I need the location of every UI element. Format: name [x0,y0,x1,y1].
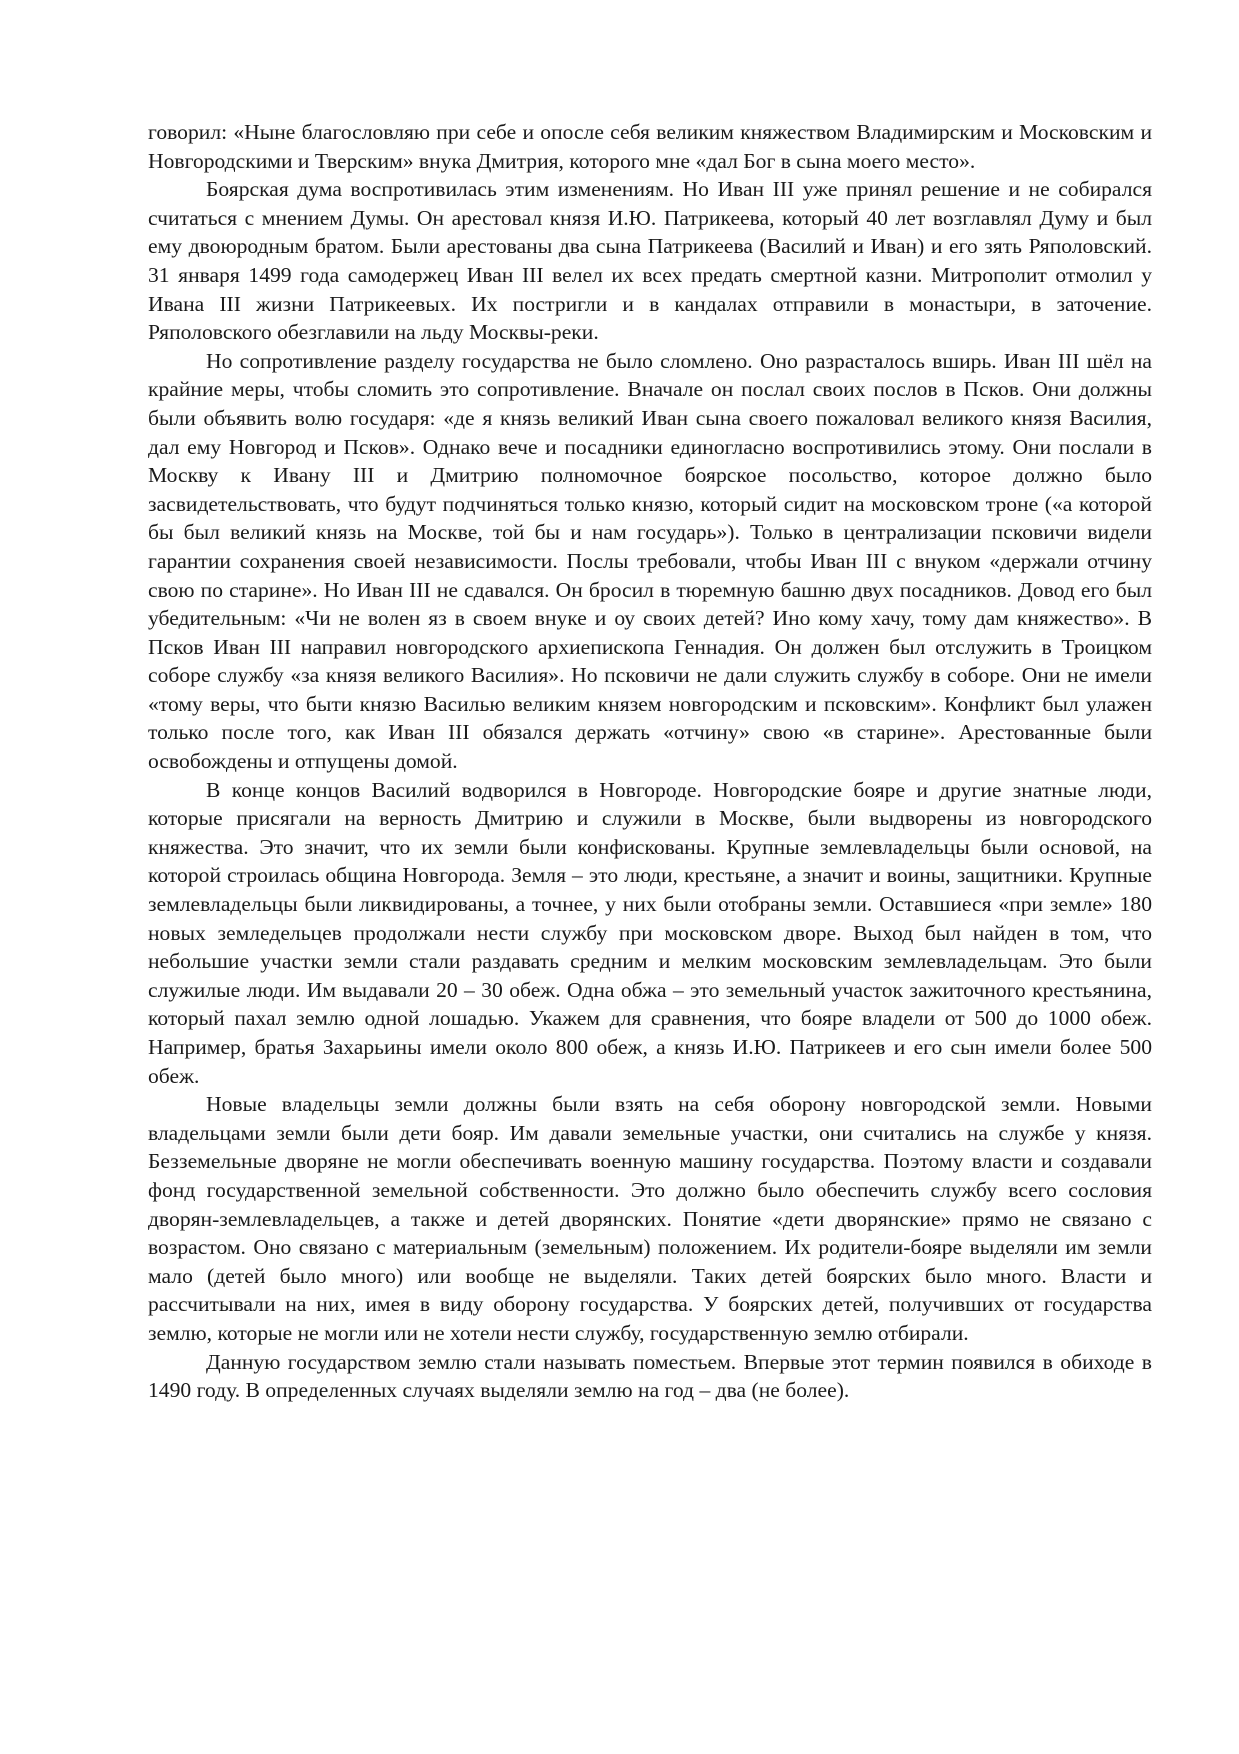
paragraph: В конце концов Василий водворился в Новгороде. Новгородские бояре и другие знатные люди, которые присягали на верность Дмитрию и служили в Москве, были выдворены из новгородского княжества. Это значит, что их земли были конфискованы. Крупные землевладельцы были основой, на которой строилась община Новгорода. Земля – это люди, крестьяне, а значит и воины, защитники. Крупные землевладельцы были ликвидированы, а точнее, у них были отобраны земли. Оставшиеся «при земле» 180 новых земледельцев продолжали нести службу при московском дворе. Выход был найден в том, что небольшие участки земли стали раздавать средним и мелким московским землевладельцам. Это были служилые люди. Им выдавали 20 – 30 обеж. Одна обжа – это земельный участок зажиточного крестьянина, который пахал землю одной лошадью. Укажем для сравнения, что бояре владели от 500 до 1000 обеж. Например, братья Захарьины имели около 800 обеж, а князь И.Ю. Патрикеев и его сын имели более 500 обеж. [148,777,1152,1088]
paragraph: Но сопротивление разделу государства не было сломлено. Оно разрасталось вширь. Иван III шёл на крайние меры, чтобы сломить это сопротивление. Вначале он послал своих послов в Псков. Они должны были объявить волю государя: «де я князь великий Иван сына своего пожаловал великого князя Василия, дал ему Новгород и Псков». Однако вече и посадники единогласно воспротивились этому. Они послали в Москву к Ивану III и Дмитрию полномочное боярское посольство, которое должно было засвидетельствовать, что будут подчиняться только князю, который сидит на московском троне («а которой бы был великий князь на Москве, той бы и нам государь»). Только в централизации псковичи видели гарантии сохранения своей независимости. Послы требовали, чтобы Иван III с внуком «держали отчину свою по старине». Но Иван III не сдавался. Он бросил в тюремную башню двух посадников. Довод его был убедительным: «Чи не волен яз в своем внуке и оу своих детей? Ино кому хачу, тому дам княжество». В Псков Иван III направил новгородского архиепископа Геннадия. Он должен был отслужить в Троицком соборе службу «за князя великого Василия». Но псковичи не дали служить службу в соборе. Они не имели «тому веры, что быти князю Василью великим князем новгородским и псковским». Конфликт был улажен только после того, как Иван III обязался держать «отчину» свою «в старине». Арестованные были освобождены и отпущены домой. [148,348,1152,774]
paragraph-continued: говорил: «Ныне благословляю при себе и опосле себя великим княжеством Владимирским и Московским и Новгородскими и Тверским» внука Дмитрия, которого мне «дал Бог в сына моего место». [148,120,1152,173]
paragraph: Боярская дума воспротивилась этим изменениям. Но Иван III уже принял решение и не собирался считаться с мнением Думы. Он арестовал князя И.Ю. Патрикеева, который 40 лет возглавлял Думу и был ему двоюродным братом. Были арестованы два сына Патрикеева (Василий и Иван) и его зять Ряполовский. 31 января 1499 года самодержец Иван III велел их всех предать смертной казни. Митрополит отмолил у Ивана III жизни Патрикеевых. Их постригли и в кандалах отправили в монастыри, в заточение. Ряполовского обезглавили на льду Москвы-реки. [148,177,1152,345]
paragraph: Новые владельцы земли должны были взять на себя оборону новгородской земли. Новыми владельцами земли были дети бояр. Им давали земельные участки, они считались на службе у князя. Безземельные дворяне не могли обеспечивать военную машину государства. Поэтому власти и создавали фонд государственной земельной собственности. Это должно было обеспечить службу всего сословия дворян-землевладельцев, а также и детей дворянских. Понятие «дети дворянские» прямо не связано с возрастом. Оно связано с материальным (земельным) положением. Их родители-бояре выделяли им земли мало (детей было много) или вообще не выделяли. Таких детей боярских было много. Власти и рассчитывали на них, имея в виду оборону государства. У боярских детей, получивших от государства землю, которые не могли или не хотели нести службу, государственную землю отбирали. [148,1092,1152,1345]
document-page [148,118,1152,1405]
paragraph: Данную государством землю стали называть поместьем. Впервые этот термин появился в обиходе в 1490 году. В определенных случаях выделяли землю на год – два (не более). [148,1349,1152,1403]
